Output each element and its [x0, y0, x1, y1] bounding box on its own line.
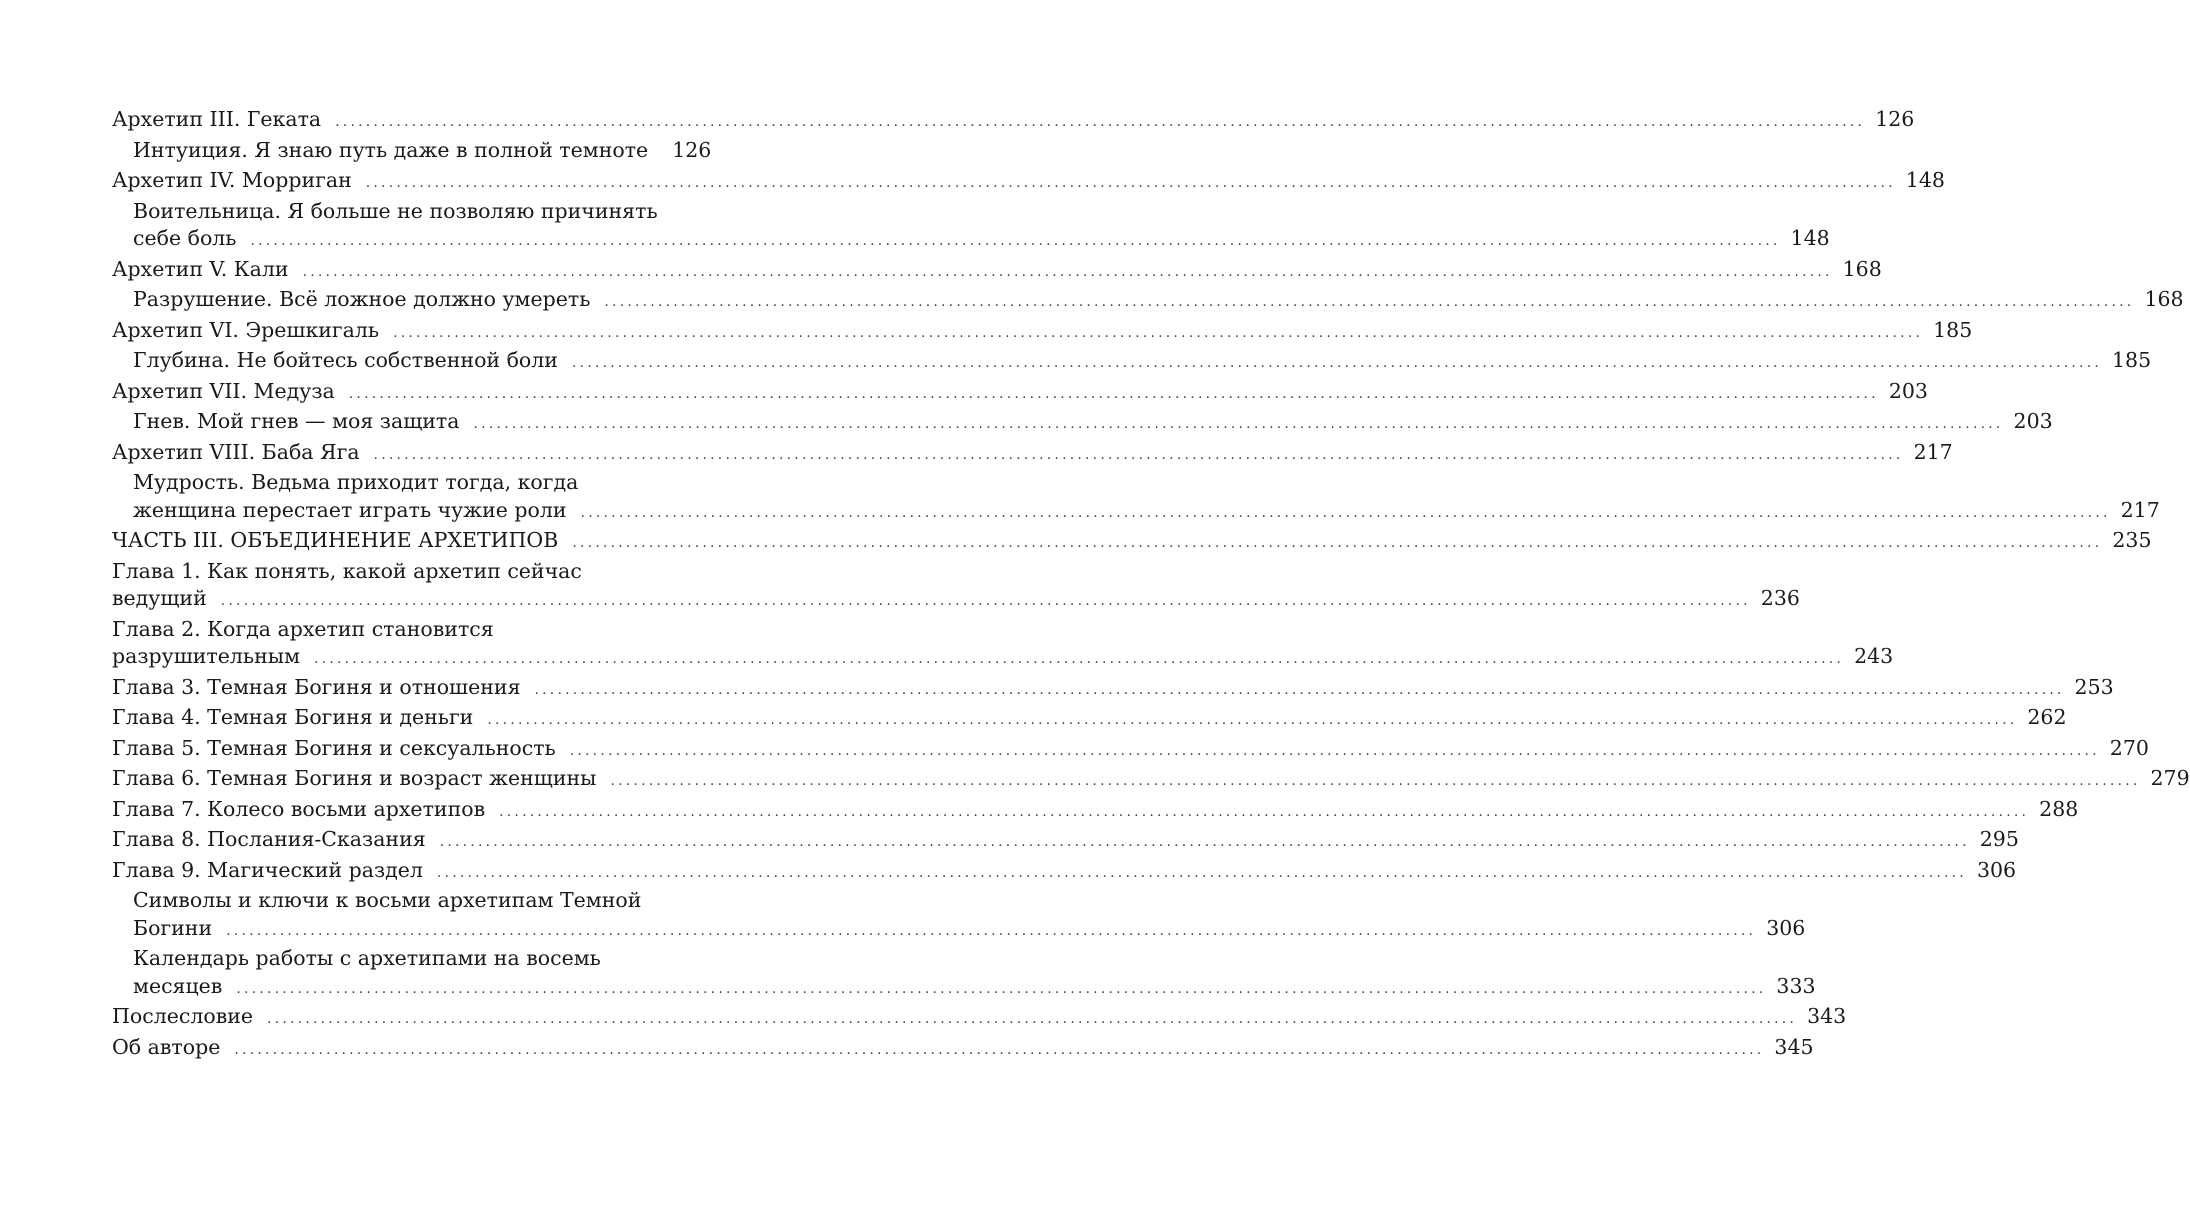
toc-subentry[interactable] — [112, 286, 2184, 317]
toc-page-number: 126 — [672, 137, 712, 162]
toc-subentry[interactable] — [112, 945, 1816, 1003]
toc-page-number: 185 — [2112, 348, 2152, 372]
toc-page-number: 288 — [2039, 796, 2079, 821]
toc-entry-title: Глава 4. Темная Богиня и деньги — [112, 705, 474, 729]
table-of-contents — [112, 106, 2190, 1064]
toc-entry-title: Интуиция. Я знаю путь даже в полной темноте — [133, 137, 649, 162]
toc-entry-title: Архетип V. Кали — [112, 256, 289, 281]
dot-leader: ........................................................................................................................................................................................................ — [473, 416, 2004, 432]
toc-subentry[interactable] — [112, 347, 2152, 378]
toc-entry-title-line: Глава 2. Когда архетип становится — [112, 616, 494, 641]
toc-page-number: 333 — [1776, 973, 1816, 998]
dot-leader: ........................................................................................................................................................................................................ — [499, 803, 2030, 820]
dot-leader: ........................................................................................................................................................................................................ — [604, 294, 2135, 310]
dot-leader: ........................................................................................................................................................................................................ — [234, 1041, 1765, 1058]
toc-page-number: 203 — [2013, 409, 2053, 433]
toc-page-number: 203 — [1888, 378, 1928, 403]
toc-entry-title: Глава 7. Колесо восьми архетипов — [112, 796, 486, 821]
toc-entry-title: Глава 6. Темная Богиня и возраст женщины — [112, 766, 597, 790]
toc-entry-title: разрушительным — [112, 644, 301, 668]
toc-entry-title: Глава 9. Магический раздел — [112, 857, 423, 882]
toc-entry-title: Разрушение. Всё ложное должно умереть — [133, 287, 591, 311]
dot-leader: ........................................................................................................................................................................................................ — [335, 114, 1866, 130]
toc-page-number: 235 — [2112, 528, 2152, 552]
toc-page-number: 217 — [2120, 497, 2160, 522]
dot-leader: ........................................................................................................................................................................................................ — [571, 355, 2103, 371]
toc-entry-title: Архетип VI. Эрешкигаль — [112, 317, 380, 342]
toc-entry[interactable] — [112, 857, 2017, 888]
toc-page-number: 306 — [1766, 915, 1806, 940]
toc-entry[interactable] — [112, 616, 1894, 674]
dot-leader: ........................................................................................................................................................................................................ — [572, 535, 2103, 551]
dot-leader: ........................................................................................................................................................................................................ — [569, 742, 2100, 759]
dot-leader: ........................................................................................................................................................................................................ — [393, 324, 1924, 341]
toc-entry-title-line: Глава 1. Как понять, какой архетип сейчас — [112, 558, 582, 583]
toc-page-number: 306 — [1976, 857, 2017, 882]
toc-page-number: 253 — [2074, 674, 2114, 699]
toc-entry-title-line: Мудрость. Ведьма приходит тогда, когда — [133, 470, 579, 494]
toc-entry[interactable] — [112, 317, 1973, 348]
toc-entry-title: Гнев. Мой гнев — моя защита — [133, 409, 460, 433]
toc-entry[interactable] — [112, 256, 1882, 287]
toc-page-number: 279 — [2150, 766, 2190, 790]
toc-entry-title: ведущий — [112, 586, 207, 610]
dot-leader: ........................................................................................................................................................................................................ — [236, 980, 1767, 997]
dot-leader: ........................................................................................................................................................................................................ — [373, 446, 1904, 463]
dot-leader: ........................................................................................................................................................................................................ — [226, 922, 1757, 939]
toc-entry[interactable] — [112, 439, 1953, 470]
dot-leader: ........................................................................................................................................................................................................ — [220, 593, 1751, 609]
toc-page-number: 148 — [1905, 168, 1945, 192]
toc-entry-title: ЧАСТЬ III. ОБЪЕДИНЕНИЕ АРХЕТИПОВ — [112, 528, 559, 552]
toc-page-number: 243 — [1854, 644, 1894, 668]
dot-leader: ........................................................................................................................................................................................................ — [348, 385, 1879, 402]
toc-page-number: 185 — [1933, 317, 1973, 342]
toc-entry-title: Глава 3. Темная Богиня и отношения — [112, 674, 521, 699]
dot-leader: ........................................................................................................................................................................................................ — [314, 651, 1845, 667]
toc-subentry[interactable] — [112, 408, 2053, 439]
toc-entry-title: Архетип VII. Медуза — [112, 378, 335, 403]
toc-entry[interactable] — [112, 167, 1945, 198]
toc-page-number: 217 — [1913, 439, 1953, 464]
dot-leader: ........................................................................................................................................................................................................ — [436, 864, 1967, 881]
toc-entry[interactable] — [112, 1034, 1814, 1065]
toc-entry[interactable] — [112, 527, 2152, 558]
toc-entry-title: месяцев — [133, 973, 223, 998]
toc-entry[interactable] — [112, 765, 2190, 796]
toc-entry[interactable] — [112, 106, 1915, 137]
toc-entry[interactable] — [112, 704, 2067, 735]
toc-entry[interactable] — [112, 1003, 1847, 1034]
toc-entry-title-line: Символы и ключи к восьми архетипам Темной — [133, 888, 642, 912]
toc-entry-title-line: Календарь работы с архетипами на восемь — [133, 946, 601, 970]
toc-page-number: 345 — [1774, 1034, 1814, 1059]
toc-page-number: 148 — [1790, 226, 1830, 250]
toc-entry[interactable] — [112, 558, 1800, 616]
toc-page-number: 126 — [1875, 107, 1915, 131]
toc-entry-title-line: Воительница. Я больше не позволяю причинять — [133, 198, 658, 223]
toc-page-number: 168 — [1842, 256, 1882, 281]
dot-leader: ........................................................................................................................................................................................................ — [439, 834, 1970, 850]
toc-entry-title: Глубина. Не бойтесь собственной боли — [133, 348, 558, 372]
toc-page-number: 262 — [2027, 705, 2067, 729]
toc-entry[interactable] — [112, 378, 1928, 409]
toc-entry-title: Архетип III. Геката — [112, 107, 322, 131]
toc-entry-title: Глава 5. Темная Богиня и сексуальность — [112, 735, 556, 760]
dot-leader: ........................................................................................................................................................................................................ — [365, 175, 1896, 191]
toc-entry-title: Глава 8. Послания-Сказания — [112, 827, 426, 851]
toc-subentry[interactable] — [112, 198, 1830, 256]
dot-leader: ........................................................................................................................................................................................................ — [534, 681, 2065, 698]
dot-leader: ........................................................................................................................................................................................................ — [487, 712, 2018, 728]
dot-leader: ........................................................................................................................................................................................................ — [267, 1011, 1798, 1027]
toc-entry-title: Об авторе — [112, 1034, 221, 1059]
toc-subentry[interactable] — [112, 137, 712, 168]
toc-entry[interactable] — [112, 735, 2149, 766]
toc-subentry[interactable] — [112, 887, 1806, 945]
toc-page-number: 295 — [1979, 827, 2019, 851]
toc-page-number: 343 — [1807, 1004, 1847, 1028]
toc-entry-title: себе боль — [133, 226, 237, 250]
toc-entry[interactable] — [112, 796, 2079, 827]
toc-entry-title: Послесловие — [112, 1004, 254, 1028]
toc-page-number: 270 — [2109, 735, 2149, 760]
dot-leader: ........................................................................................................................................................................................................ — [580, 504, 2111, 521]
toc-page-number: 168 — [2144, 287, 2184, 311]
dot-leader: ........................................................................................................................................................................................................ — [610, 773, 2141, 789]
dot-leader: ........................................................................................................................................................................................................ — [250, 233, 1781, 249]
toc-entry[interactable] — [112, 826, 2019, 857]
toc-page-number: 236 — [1760, 586, 1800, 610]
dot-leader: ........................................................................................................................................................................................................ — [302, 263, 1833, 280]
toc-entry-title: женщина перестает играть чужие роли — [133, 497, 567, 522]
toc-entry-title: Архетип VIII. Баба Яга — [112, 439, 360, 464]
toc-entry[interactable] — [112, 674, 2114, 705]
toc-entry-title: Архетип IV. Морриган — [112, 168, 352, 192]
toc-entry-title: Богини — [133, 915, 213, 940]
toc-subentry[interactable] — [112, 469, 2160, 527]
